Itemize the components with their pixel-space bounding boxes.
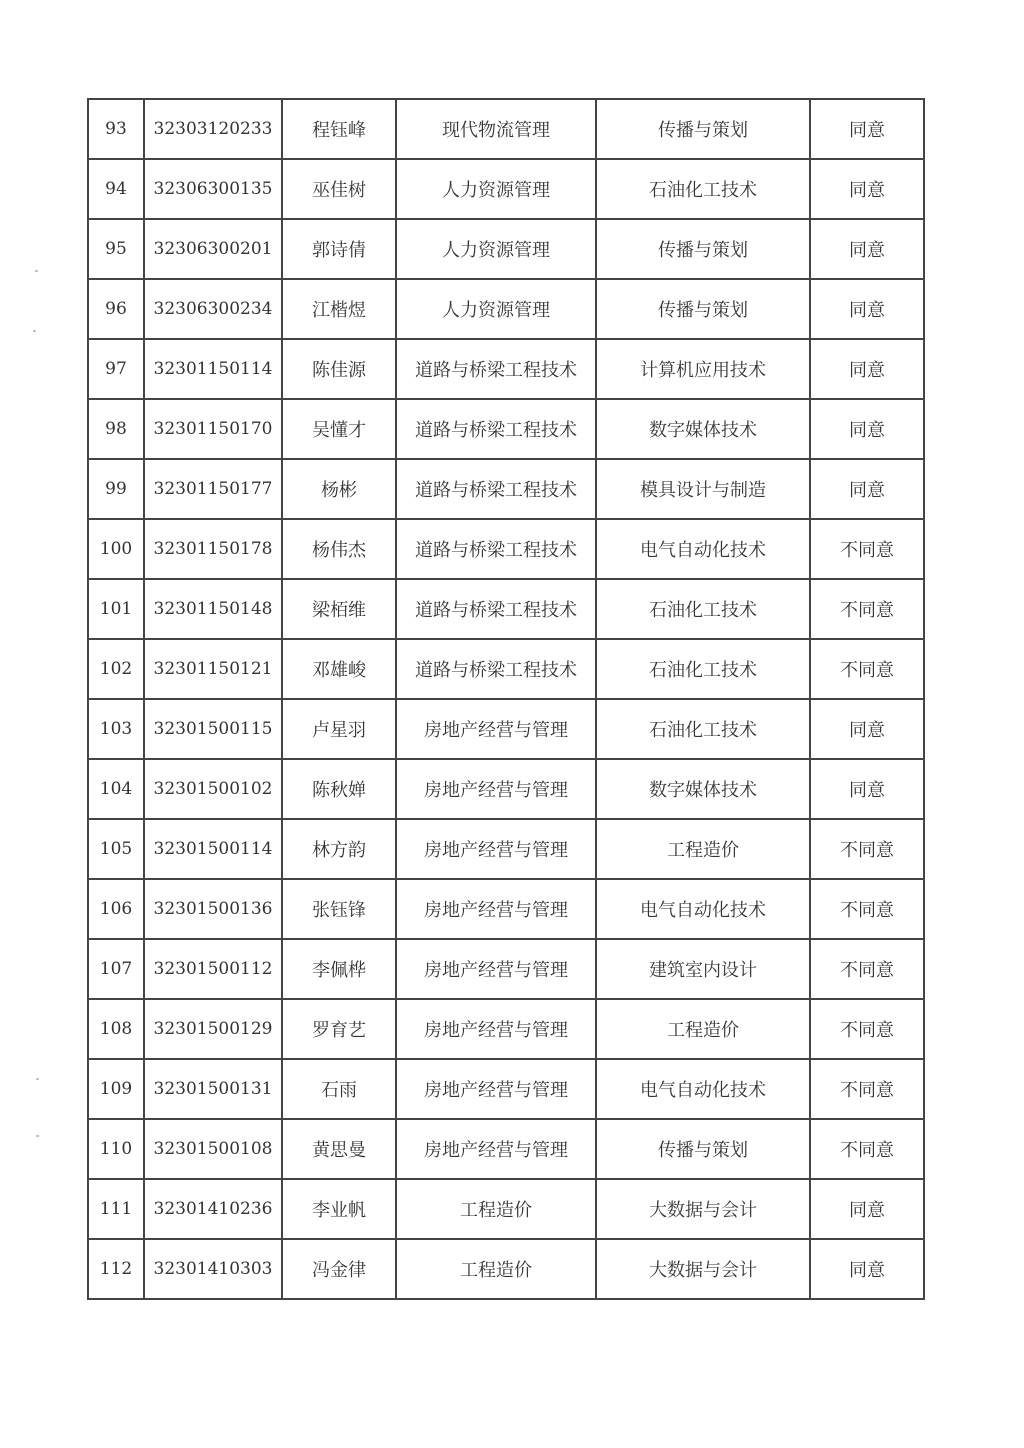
table-row — [88, 579, 924, 639]
table-row — [88, 639, 924, 699]
student-id-cell: 32301500108 — [144, 1119, 282, 1179]
table-row — [88, 279, 924, 339]
approval-result-cell: 同意 — [810, 399, 924, 459]
table-row — [88, 219, 924, 279]
target-major-cell: 模具设计与制造 — [596, 459, 810, 519]
student-name-cell: 冯金律 — [282, 1239, 396, 1299]
row-number-cell: 100 — [88, 519, 144, 579]
student-name-cell: 杨伟杰 — [282, 519, 396, 579]
row-number-cell: 105 — [88, 819, 144, 879]
table-row — [88, 759, 924, 819]
student-name-cell: 卢星羽 — [282, 699, 396, 759]
student-id-cell: 32301500115 — [144, 699, 282, 759]
student-name-cell: 黄思曼 — [282, 1119, 396, 1179]
student-id-cell: 32301150121 — [144, 639, 282, 699]
student-name-cell: 郭诗倩 — [282, 219, 396, 279]
original-major-cell: 房地产经营与管理 — [396, 1059, 596, 1119]
target-major-cell: 电气自动化技术 — [596, 1059, 810, 1119]
student-id-cell: 32301410236 — [144, 1179, 282, 1239]
table-row — [88, 159, 924, 219]
row-number-cell: 104 — [88, 759, 144, 819]
approval-result-cell: 不同意 — [810, 1119, 924, 1179]
student-id-cell: 32301150170 — [144, 399, 282, 459]
student-id-cell: 32303120233 — [144, 99, 282, 159]
original-major-cell: 道路与桥梁工程技术 — [396, 639, 596, 699]
table-row — [88, 1119, 924, 1179]
approval-result-cell: 不同意 — [810, 519, 924, 579]
row-number-cell: 106 — [88, 879, 144, 939]
student-name-cell: 江楷煜 — [282, 279, 396, 339]
approval-result-cell: 同意 — [810, 699, 924, 759]
approval-result-cell: 同意 — [810, 219, 924, 279]
approval-result-cell: 不同意 — [810, 819, 924, 879]
row-number-cell: 98 — [88, 399, 144, 459]
original-major-cell: 房地产经营与管理 — [396, 1119, 596, 1179]
original-major-cell: 道路与桥梁工程技术 — [396, 459, 596, 519]
approval-result-cell: 同意 — [810, 1179, 924, 1239]
student-id-cell: 32301410303 — [144, 1239, 282, 1299]
target-major-cell: 传播与策划 — [596, 279, 810, 339]
student-name-cell: 张钰锋 — [282, 879, 396, 939]
approval-result-cell: 不同意 — [810, 999, 924, 1059]
target-major-cell: 石油化工技术 — [596, 579, 810, 639]
table-row — [88, 879, 924, 939]
student-id-cell: 32301500131 — [144, 1059, 282, 1119]
table-row — [88, 99, 924, 159]
table-row — [88, 459, 924, 519]
table-row — [88, 519, 924, 579]
approval-result-cell: 同意 — [810, 759, 924, 819]
original-major-cell: 房地产经营与管理 — [396, 819, 596, 879]
table-row — [88, 1179, 924, 1239]
row-number-cell: 99 — [88, 459, 144, 519]
original-major-cell: 人力资源管理 — [396, 219, 596, 279]
target-major-cell: 电气自动化技术 — [596, 879, 810, 939]
original-major-cell: 房地产经营与管理 — [396, 879, 596, 939]
student-name-cell: 李佩桦 — [282, 939, 396, 999]
student-id-cell: 32301500112 — [144, 939, 282, 999]
table-row — [88, 819, 924, 879]
row-number-cell: 101 — [88, 579, 144, 639]
approval-result-cell: 不同意 — [810, 879, 924, 939]
target-major-cell: 电气自动化技术 — [596, 519, 810, 579]
original-major-cell: 道路与桥梁工程技术 — [396, 519, 596, 579]
original-major-cell: 道路与桥梁工程技术 — [396, 399, 596, 459]
approval-result-cell: 同意 — [810, 99, 924, 159]
table-body — [88, 99, 924, 1299]
student-id-cell: 32301150178 — [144, 519, 282, 579]
student-id-cell: 32301150114 — [144, 339, 282, 399]
original-major-cell: 人力资源管理 — [396, 159, 596, 219]
row-number-cell: 103 — [88, 699, 144, 759]
original-major-cell: 工程造价 — [396, 1239, 596, 1299]
transfer-approval-table — [87, 98, 925, 1300]
approval-result-cell: 同意 — [810, 279, 924, 339]
student-name-cell: 程钰峰 — [282, 99, 396, 159]
original-major-cell: 房地产经营与管理 — [396, 939, 596, 999]
student-id-cell: 32301500129 — [144, 999, 282, 1059]
row-number-cell: 93 — [88, 99, 144, 159]
table-row — [88, 1059, 924, 1119]
target-major-cell: 传播与策划 — [596, 99, 810, 159]
approval-result-cell: 同意 — [810, 459, 924, 519]
row-number-cell: 112 — [88, 1239, 144, 1299]
student-name-cell: 陈秋婵 — [282, 759, 396, 819]
target-major-cell: 计算机应用技术 — [596, 339, 810, 399]
target-major-cell: 数字媒体技术 — [596, 399, 810, 459]
approval-result-cell: 不同意 — [810, 1059, 924, 1119]
student-id-cell: 32301500136 — [144, 879, 282, 939]
approval-result-cell: 不同意 — [810, 939, 924, 999]
original-major-cell: 人力资源管理 — [396, 279, 596, 339]
approval-result-cell: 不同意 — [810, 639, 924, 699]
student-name-cell: 李业帆 — [282, 1179, 396, 1239]
scan-speck — [36, 1078, 39, 1080]
row-number-cell: 95 — [88, 219, 144, 279]
target-major-cell: 数字媒体技术 — [596, 759, 810, 819]
original-major-cell: 房地产经营与管理 — [396, 699, 596, 759]
table-row — [88, 939, 924, 999]
approval-result-cell: 不同意 — [810, 579, 924, 639]
original-major-cell: 房地产经营与管理 — [396, 759, 596, 819]
row-number-cell: 111 — [88, 1179, 144, 1239]
student-name-cell: 巫佳树 — [282, 159, 396, 219]
row-number-cell: 110 — [88, 1119, 144, 1179]
original-major-cell: 现代物流管理 — [396, 99, 596, 159]
student-name-cell: 邓雄峻 — [282, 639, 396, 699]
student-name-cell: 梁栢维 — [282, 579, 396, 639]
row-number-cell: 102 — [88, 639, 144, 699]
scan-speck — [36, 1135, 39, 1137]
student-id-cell: 32306300135 — [144, 159, 282, 219]
student-name-cell: 陈佳源 — [282, 339, 396, 399]
approval-result-cell: 同意 — [810, 339, 924, 399]
row-number-cell: 94 — [88, 159, 144, 219]
student-id-cell: 32306300234 — [144, 279, 282, 339]
target-major-cell: 大数据与会计 — [596, 1179, 810, 1239]
table-row — [88, 339, 924, 399]
target-major-cell: 工程造价 — [596, 999, 810, 1059]
original-major-cell: 房地产经营与管理 — [396, 999, 596, 1059]
student-id-cell: 32301500114 — [144, 819, 282, 879]
original-major-cell: 道路与桥梁工程技术 — [396, 339, 596, 399]
row-number-cell: 108 — [88, 999, 144, 1059]
row-number-cell: 107 — [88, 939, 144, 999]
table-row — [88, 699, 924, 759]
target-major-cell: 石油化工技术 — [596, 639, 810, 699]
target-major-cell: 建筑室内设计 — [596, 939, 810, 999]
table-row — [88, 399, 924, 459]
scan-speck — [35, 270, 38, 272]
target-major-cell: 大数据与会计 — [596, 1239, 810, 1299]
student-id-cell: 32306300201 — [144, 219, 282, 279]
target-major-cell: 石油化工技术 — [596, 159, 810, 219]
student-name-cell: 杨彬 — [282, 459, 396, 519]
student-name-cell: 罗育艺 — [282, 999, 396, 1059]
original-major-cell: 工程造价 — [396, 1179, 596, 1239]
student-name-cell: 林方韵 — [282, 819, 396, 879]
row-number-cell: 109 — [88, 1059, 144, 1119]
table-row — [88, 999, 924, 1059]
student-name-cell: 吴懂才 — [282, 399, 396, 459]
target-major-cell: 工程造价 — [596, 819, 810, 879]
target-major-cell: 传播与策划 — [596, 1119, 810, 1179]
student-id-cell: 32301150148 — [144, 579, 282, 639]
target-major-cell: 石油化工技术 — [596, 699, 810, 759]
row-number-cell: 97 — [88, 339, 144, 399]
target-major-cell: 传播与策划 — [596, 219, 810, 279]
student-id-cell: 32301500102 — [144, 759, 282, 819]
approval-result-cell: 同意 — [810, 159, 924, 219]
student-name-cell: 石雨 — [282, 1059, 396, 1119]
table-row — [88, 1239, 924, 1299]
row-number-cell: 96 — [88, 279, 144, 339]
original-major-cell: 道路与桥梁工程技术 — [396, 579, 596, 639]
scan-speck — [33, 330, 36, 332]
approval-result-cell: 同意 — [810, 1239, 924, 1299]
student-id-cell: 32301150177 — [144, 459, 282, 519]
